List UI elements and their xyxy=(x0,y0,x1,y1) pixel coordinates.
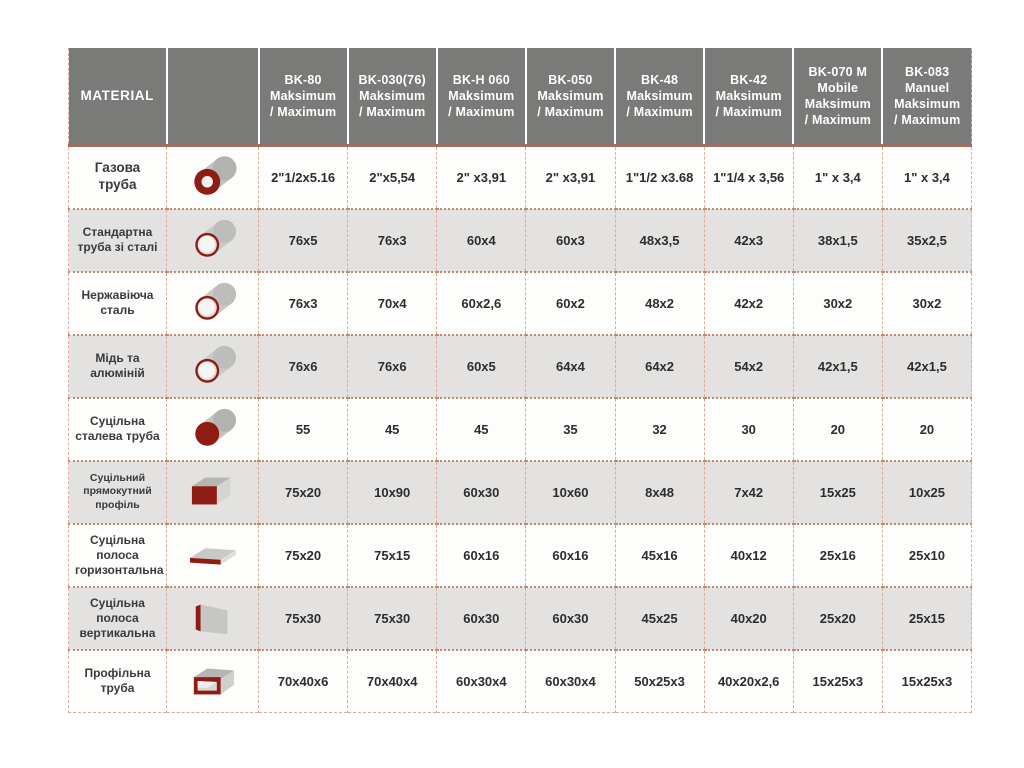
value-cell: 25x20 xyxy=(793,587,882,650)
thin-wall-pipe-icon xyxy=(170,280,255,326)
value-cell: 60x30 xyxy=(437,461,526,524)
value-cell: 60x2,6 xyxy=(437,272,526,335)
header-line: BK-48 xyxy=(641,72,679,87)
value-cell: 70x40x6 xyxy=(259,650,348,713)
thick-wall-pipe-icon xyxy=(170,154,255,200)
value-cell: 64x4 xyxy=(526,335,615,398)
header-line: Manuel xyxy=(905,80,950,95)
material-name: Мідь та алюміній xyxy=(69,335,167,398)
value-cell: 42x2 xyxy=(704,272,793,335)
icon-cell xyxy=(167,461,259,524)
table-row xyxy=(69,209,972,272)
icon-cell xyxy=(167,587,259,650)
value-cell: 1"1/4 x 3,56 xyxy=(704,146,793,209)
value-cell: 1" x 3,4 xyxy=(793,146,882,209)
header-line: Maksimum xyxy=(269,88,337,103)
table-row xyxy=(69,587,972,650)
table-header xyxy=(69,48,972,146)
value-cell: 30x2 xyxy=(793,272,882,335)
value-cell: 55 xyxy=(259,398,348,461)
header-line: Maksimum xyxy=(626,88,693,103)
icon-cell xyxy=(167,524,259,587)
value-cell: 60x30x4 xyxy=(526,650,615,713)
header-line: / Maximum xyxy=(804,113,872,128)
icon-cell xyxy=(167,146,259,209)
value-cell: 8x48 xyxy=(615,461,704,524)
value-cell: 20 xyxy=(882,398,971,461)
header-line: BK-42 xyxy=(730,72,768,87)
value-cell: 70x4 xyxy=(348,272,437,335)
value-cell: 45x25 xyxy=(615,587,704,650)
header-line: Maksimum xyxy=(359,88,426,103)
header-line: Maksimum xyxy=(715,88,782,103)
table-row xyxy=(69,272,972,335)
header-line: / Maximum xyxy=(626,105,693,120)
header-line: BK-070 M xyxy=(808,64,868,79)
value-cell: 15x25x3 xyxy=(793,650,882,713)
solid-round-bar-icon xyxy=(170,406,255,452)
value-cell: 10x60 xyxy=(526,461,615,524)
value-cell: 25x15 xyxy=(882,587,971,650)
header-line: Maksimum xyxy=(804,97,871,111)
header-line: / Maximum xyxy=(537,105,604,120)
value-cell: 60x5 xyxy=(437,335,526,398)
value-cell: 20 xyxy=(793,398,882,461)
header-line: Mobile xyxy=(817,80,859,95)
table-body xyxy=(69,146,972,713)
value-cell: 54x2 xyxy=(704,335,793,398)
product-column-header xyxy=(348,48,437,146)
value-cell: 48x3,5 xyxy=(615,209,704,272)
icon-cell xyxy=(167,398,259,461)
value-cell: 38x1,5 xyxy=(793,209,882,272)
icon-column-header xyxy=(167,48,259,146)
value-cell: 2" x3,91 xyxy=(526,146,615,209)
material-name: Суцільна полоса вертикальна xyxy=(69,587,167,650)
table-row xyxy=(69,146,972,209)
table-row xyxy=(69,461,972,524)
header-line: Maksimum xyxy=(894,97,961,111)
icon-cell xyxy=(167,209,259,272)
product-column-header xyxy=(615,48,704,146)
value-cell: 2" x3,91 xyxy=(437,146,526,209)
material-name: Профільна труба xyxy=(69,650,167,713)
value-cell: 76x3 xyxy=(348,209,437,272)
material-column-header: MATERIAL xyxy=(69,48,167,146)
value-cell: 7x42 xyxy=(704,461,793,524)
value-cell: 60x2 xyxy=(526,272,615,335)
product-column-header xyxy=(793,48,882,146)
value-cell: 70x40x4 xyxy=(348,650,437,713)
header-line: BK-80 xyxy=(284,72,322,87)
value-cell: 60x3 xyxy=(526,209,615,272)
value-cell: 75x30 xyxy=(348,587,437,650)
value-cell: 42x3 xyxy=(704,209,793,272)
icon-cell xyxy=(167,272,259,335)
header-line: Maksimum xyxy=(448,88,515,103)
value-cell: 45x16 xyxy=(615,524,704,587)
header-line: Maksimum xyxy=(537,88,604,103)
value-cell: 76x6 xyxy=(259,335,348,398)
profile-tube-icon xyxy=(170,658,255,704)
value-cell: 50x25x3 xyxy=(615,650,704,713)
material-name: Суцільна полоса горизонтальна xyxy=(69,524,167,587)
header-line: BK-030(76) xyxy=(358,72,426,87)
value-cell: 42x1,5 xyxy=(882,335,971,398)
value-cell: 76x5 xyxy=(259,209,348,272)
header-row xyxy=(69,48,972,146)
value-cell: 1"1/2 x3.68 xyxy=(615,146,704,209)
value-cell: 40x20x2,6 xyxy=(704,650,793,713)
header-line: BK-H 060 xyxy=(452,72,510,87)
value-cell: 75x30 xyxy=(259,587,348,650)
table-row xyxy=(69,650,972,713)
header-line: / Maximum xyxy=(358,105,426,120)
material-name: Стандартна труба зі сталі xyxy=(69,209,167,272)
value-cell: 48x2 xyxy=(615,272,704,335)
icon-cell xyxy=(167,650,259,713)
value-cell: 40x20 xyxy=(704,587,793,650)
solid-rect-bar-icon xyxy=(170,469,255,515)
materials-spec-table xyxy=(68,48,972,712)
value-cell: 30 xyxy=(704,398,793,461)
thin-wall-pipe-icon xyxy=(170,217,255,263)
value-cell: 15x25x3 xyxy=(882,650,971,713)
flat-strip-horizontal-icon xyxy=(170,532,255,578)
value-cell: 60x30x4 xyxy=(437,650,526,713)
value-cell: 76x6 xyxy=(348,335,437,398)
header-line: BK-083 xyxy=(905,64,950,79)
value-cell: 15x25 xyxy=(793,461,882,524)
value-cell: 42x1,5 xyxy=(793,335,882,398)
value-cell: 60x16 xyxy=(526,524,615,587)
value-cell: 25x10 xyxy=(882,524,971,587)
value-cell: 35 xyxy=(526,398,615,461)
value-cell: 75x20 xyxy=(259,524,348,587)
value-cell: 10x25 xyxy=(882,461,971,524)
product-column-header xyxy=(882,48,971,146)
value-cell: 2"1/2x5.16 xyxy=(259,146,348,209)
value-cell: 2"x5,54 xyxy=(348,146,437,209)
value-cell: 60x16 xyxy=(437,524,526,587)
value-cell: 60x30 xyxy=(526,587,615,650)
material-name: Нержавіюча сталь xyxy=(69,272,167,335)
value-cell: 35x2,5 xyxy=(882,209,971,272)
value-cell: 10x90 xyxy=(348,461,437,524)
header-line: / Maximum xyxy=(448,105,515,120)
product-column-header xyxy=(526,48,615,146)
table-row xyxy=(69,398,972,461)
comparison-table xyxy=(68,48,972,713)
table-row xyxy=(69,335,972,398)
header-line: BK-050 xyxy=(548,72,593,87)
header-line: / Maximum xyxy=(715,105,782,120)
value-cell: 40x12 xyxy=(704,524,793,587)
value-cell: 30x2 xyxy=(882,272,971,335)
value-cell: 76x3 xyxy=(259,272,348,335)
material-name: Суцільна сталева труба xyxy=(69,398,167,461)
value-cell: 60x4 xyxy=(437,209,526,272)
product-column-header xyxy=(704,48,793,146)
value-cell: 32 xyxy=(615,398,704,461)
thin-wall-pipe-icon xyxy=(170,343,255,389)
value-cell: 75x20 xyxy=(259,461,348,524)
icon-cell xyxy=(167,335,259,398)
value-cell: 25x16 xyxy=(793,524,882,587)
value-cell: 1" x 3,4 xyxy=(882,146,971,209)
product-column-header xyxy=(259,48,348,146)
material-name: Суцільний прямокутний профіль xyxy=(69,461,167,524)
header-line: / Maximum xyxy=(893,113,961,128)
product-column-header xyxy=(437,48,526,146)
value-cell: 45 xyxy=(437,398,526,461)
header-line: / Maximum xyxy=(269,105,337,120)
value-cell: 60x30 xyxy=(437,587,526,650)
material-name: Газова труба xyxy=(94,160,141,193)
value-cell: 64x2 xyxy=(615,335,704,398)
value-cell: 45 xyxy=(348,398,437,461)
table-row xyxy=(69,524,972,587)
value-cell: 75x15 xyxy=(348,524,437,587)
flat-strip-vertical-icon xyxy=(170,595,255,641)
